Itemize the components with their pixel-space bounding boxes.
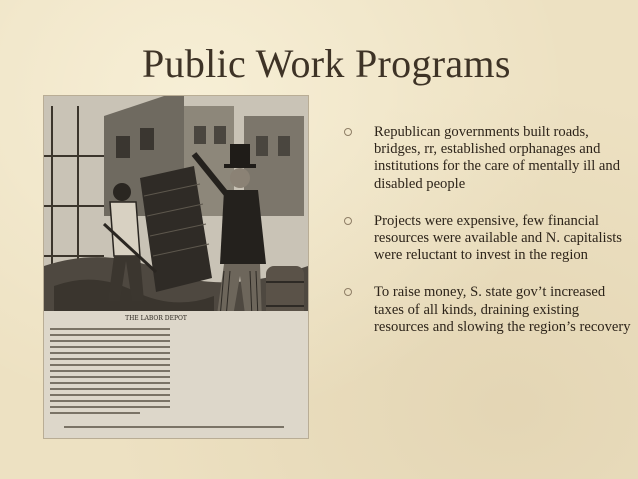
image-caption-title: THE LABOR DEPOT bbox=[125, 315, 187, 322]
ring-bullet-icon bbox=[344, 288, 352, 296]
slide-title: Public Work Programs bbox=[142, 41, 511, 86]
bullet-item bbox=[342, 213, 632, 265]
bullet-text: Projects were expensive, few financial resources were available and N. capitalists were reluctant to invest in the region bbox=[374, 212, 622, 264]
bullet-text: To raise money, S. state gov’t increased taxes of all kinds, draining existing resources and slowing the region’s recovery bbox=[374, 284, 631, 335]
bullet-item bbox=[342, 124, 632, 193]
engraving-image bbox=[44, 96, 308, 438]
ring-bullet-icon bbox=[344, 217, 352, 225]
bullet-item bbox=[342, 284, 632, 336]
ring-bullet-icon bbox=[344, 128, 352, 136]
bullet-list bbox=[342, 124, 632, 356]
bullet-text: Republican governments built roads, bridges, rr, established orphanages and institutions for the care of mentally ill and disabled people bbox=[374, 124, 621, 192]
